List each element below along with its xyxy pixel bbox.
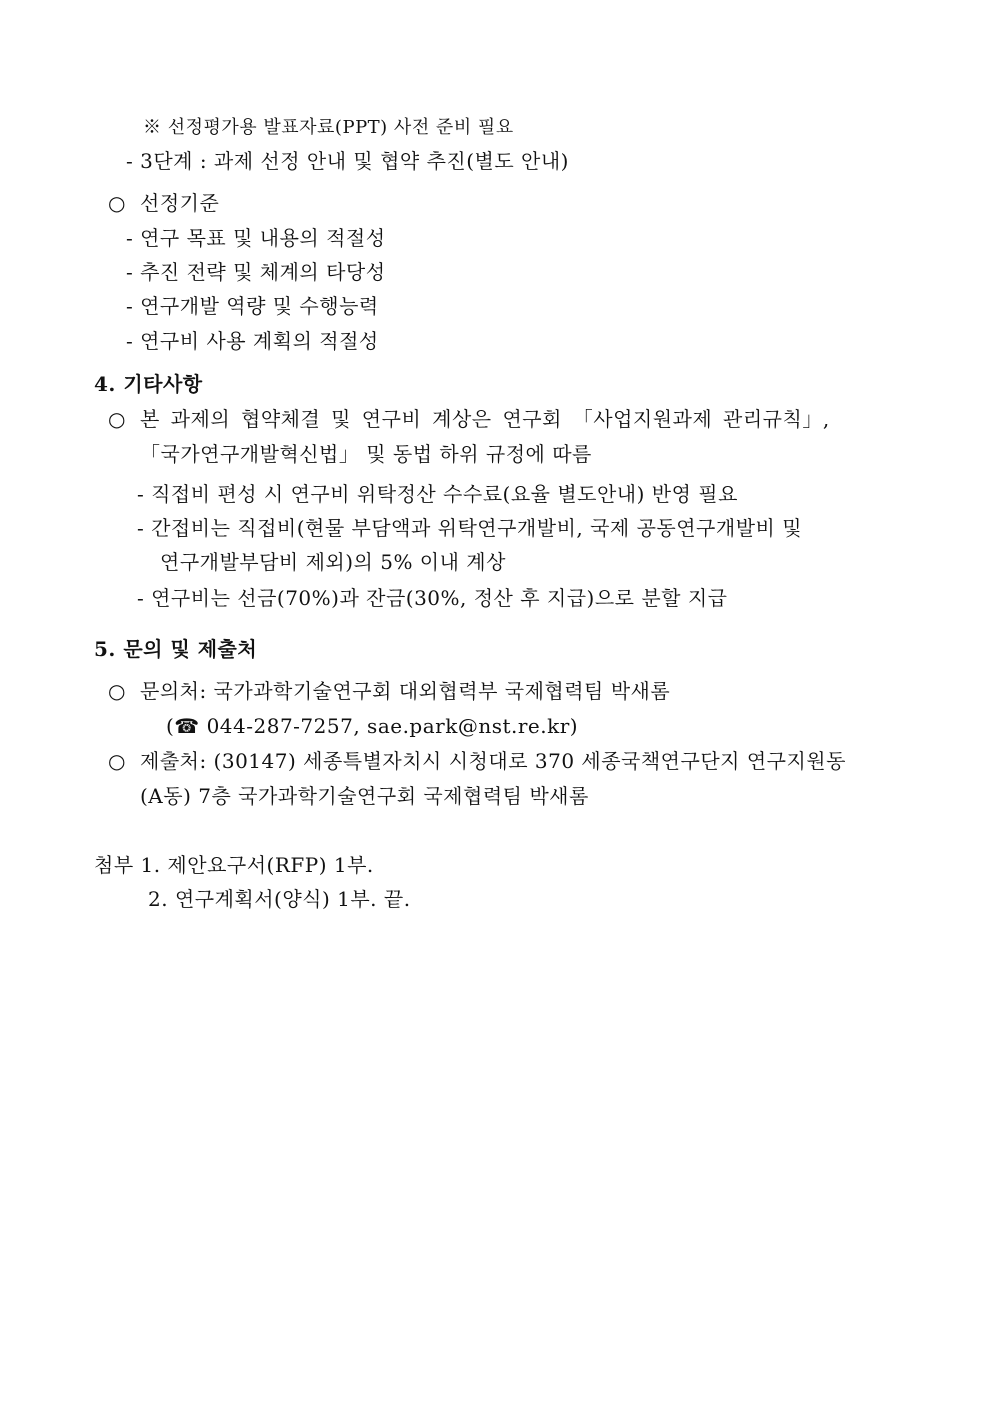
section4-paragraph-line2: 「국가연구개발혁신법」 및 동법 하위 규정에 따름 [140,442,592,466]
criteria-title: 선정기준 [140,191,220,215]
ppt-prep-note: ※ 선정평가용 발표자료(PPT) 사전 준비 필요 [143,117,514,138]
section4-heading: 4. 기타사항 [94,372,203,396]
contact-info-line2: (☎ 044-287-7257, sae.park@nst.re.kr) [166,714,579,738]
attachment-line2: 2. 연구계획서(양식) 1부. 끝. [148,887,411,911]
submit-address-line2: (A동) 7층 국가과학기술연구회 국제협력팀 박새롬 [140,784,589,808]
section4-paragraph-line1: 본 과제의 협약체결 및 연구비 계상은 연구회 「사업지원과제 관리규칙」, [140,407,830,431]
section4-item-indirect-cost-line1: - 간접비는 직접비(현물 부담액과 위탁연구개발비, 국제 공동연구개발비 및 [137,516,803,540]
criteria-item: - 연구개발 역량 및 수행능력 [126,294,379,318]
stage3-item: - 3단계 : 과제 선정 안내 및 협약 추진(별도 안내) [126,149,569,173]
attachment-line1: 첨부 1. 제안요구서(RFP) 1부. [94,853,374,877]
section4-bullet-icon: ○ [108,407,126,431]
submit-bullet-icon: ○ [108,749,126,773]
criteria-item: - 추진 전략 및 체계의 타당성 [126,260,386,284]
section4-item-indirect-cost-line2: 연구개발부담비 제외)의 5% 이내 계상 [160,550,506,574]
criteria-item: - 연구 목표 및 내용의 적절성 [126,226,386,250]
contact-info-line1: 문의처: 국가과학기술연구회 대외협력부 국제협력팀 박새롬 [140,679,671,703]
submit-address-line1: 제출처: (30147) 세종특별자치시 시청대로 370 세종국책연구단지 연구지원동 [140,749,846,773]
contact-bullet-icon: ○ [108,679,126,703]
section5-heading: 5. 문의 및 제출처 [94,637,258,661]
section4-item-payment: - 연구비는 선금(70%)과 잔금(30%, 정산 후 지급)으로 분할 지급 [137,586,728,610]
criteria-item: - 연구비 사용 계획의 적절성 [126,329,379,353]
criteria-bullet-icon: ○ [108,191,126,215]
section4-item-direct-cost: - 직접비 편성 시 연구비 위탁정산 수수료(요율 별도안내) 반영 필요 [137,482,738,506]
